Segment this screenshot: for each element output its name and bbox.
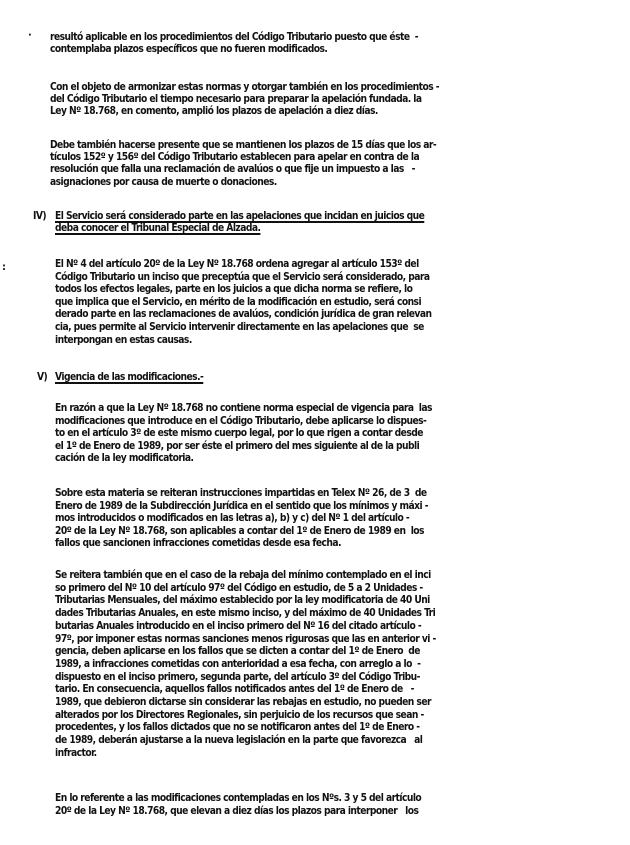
text-line: deba conocer el Tribunal Especial de Alzada.	[55, 223, 261, 235]
text-line: cación de la ley modificatoria.	[55, 453, 194, 465]
text-line: todos los efectos legales, parte en los juicios a que dicha norma se refiere, lo	[55, 284, 413, 296]
text-line: resultó aplicable en los procedimientos del Código Tributario puesto que éste -	[50, 32, 419, 43]
text-line: Con el objeto de armonizar estas normas y otorgar también en los procedimientos -	[50, 82, 440, 93]
text-line: En razón a que la Ley Nº 18.768 no contiene norma especial de vigencia para las	[55, 403, 432, 414]
text-line: Código Tributario un inciso que preceptúa que el Servicio será considerado, para	[55, 271, 430, 283]
margin-mark: :	[2, 262, 6, 273]
text-line: fallos que sancionen infracciones cometidas desde esa fecha.	[55, 538, 341, 550]
text-line: contemplaba plazos específicos que no fueren modificados.	[50, 44, 328, 56]
text-line: so primero del Nº 10 del artículo 97º del Código en estudio, de 5 a 2 Unidades -	[55, 582, 423, 594]
section-5-heading: Vigencia de las modificaciones.-	[55, 372, 204, 383]
text-line: 20º de la Ley Nº 18.768, que elevan a diez días los plazos para interponer los	[55, 805, 419, 817]
text-line: Ley Nº 18.768, en comento, amplió los plazos de apelación a diez días.	[50, 106, 378, 118]
text-line: infractor.	[55, 747, 97, 759]
text-line: procedentes, y los fallos dictados que no se notificaron antes del 1º de Enero -	[55, 722, 420, 734]
text-line: Debe también hacerse presente que se mantienen los plazos de 15 días que los ar-	[50, 140, 437, 151]
margin-mark: ·	[28, 30, 32, 41]
text-line: Se reitera también que en el caso de la rebaja del mínimo contemplado en el inci	[55, 570, 431, 581]
text-line: que implica que el Servicio, en mérito de la modificación en estudio, será consi	[55, 296, 422, 308]
text-line: butarias Anuales introducido en el inciso primero del Nº 16 del citado artículo -	[55, 620, 422, 632]
text-line: resolución que falla una reclamación de avalúos o que fije un impuesto a las -	[50, 164, 415, 176]
text-line: Enero de 1989 de la Subdirección Jurídica en el sentido que los mínimos y máxi -	[55, 500, 429, 512]
text-line: El Nº 4 del artículo 20º de la Ley Nº 18.768 ordena agregar al artículo 153º del	[55, 259, 419, 270]
text-line: cia, pues permite al Servicio intervenir directamente en las apelaciones que se	[55, 322, 424, 333]
text-line: modificaciones que introduce en el Código Tributario, debe aplicarse lo dispues-	[55, 415, 427, 427]
text-line: derado parte en las reclamaciones de avalúos, condición jurídica de gran relevan	[55, 309, 432, 321]
text-line: gencia, deben aplicarse en los fallos que se dicten a contar del 1º de Enero de	[55, 646, 420, 658]
text-line: del Código Tributario el tiempo necesario para preparar la apelación fundada. la	[50, 94, 422, 106]
text-line: Sobre esta materia se reiteran instrucciones impartidas en Telex Nº 26, de 3 de	[55, 488, 427, 499]
section-number: IV)	[33, 211, 47, 222]
text-line: interpongan en estas causas.	[55, 334, 192, 346]
text-line: dispuesto en el inciso primero, segunda parte, del artículo 3º del Código Tribu-	[55, 671, 420, 683]
text-line: El Servicio será considerado parte en las apelaciones que incidan en juicios que	[55, 211, 425, 222]
text-line: Tributarias Mensuales, del máximo establecido por la ley modificatoria de 40 Uni	[55, 595, 430, 607]
text-line: 97º, por imponer estas normas sanciones menos rigurosas que las en anterior vi -	[55, 633, 436, 645]
text-line: de 1989, deberán ajustarse a la nueva legislación en la parte que favorezca al	[55, 735, 423, 747]
text-line: 20º de la Ley Nº 18.768, son aplicables a contar del 1º de Enero de 1989 en los	[55, 525, 424, 537]
text-line: tículos 152º y 156º del Código Tributario establecen para apelar en contra de la	[50, 152, 420, 164]
text-line: En lo referente a las modificaciones contempladas en los Nºs. 3 y 5 del artículo	[55, 793, 422, 804]
text-line: to en el artículo 3º de este mismo cuerpo legal, por lo que rigen a contar desde	[55, 428, 423, 440]
text-line: 1989, que debieron dictarse sin considerar las rebajas en estudio, no pueden ser	[55, 697, 431, 708]
text-line: asignaciones por causa de muerte o donaciones.	[50, 176, 277, 188]
section-number: V)	[37, 372, 48, 383]
text-line: dades Tributarias Anuales, en este mismo inciso, y del máximo de 40 Unidades Tri	[55, 608, 436, 620]
text-line: 1989, a infracciones cometidas con anterioridad a esa fecha, con arreglo a lo -	[55, 658, 421, 670]
text-line: alterados por los Directores Regionales, sin perjuicio de los recursos que sean -	[55, 709, 424, 721]
text-line: tario. En consecuencia, aquellos fallos notificados antes del 1º de Enero de -	[55, 684, 414, 696]
text-line: mos introducidos o modificados en las letras a), b) y c) del Nº 1 del artículo -	[55, 513, 410, 525]
text-line: el 1º de Enero de 1989, por ser éste el primero del mes siguiente al de la publi	[55, 440, 420, 452]
